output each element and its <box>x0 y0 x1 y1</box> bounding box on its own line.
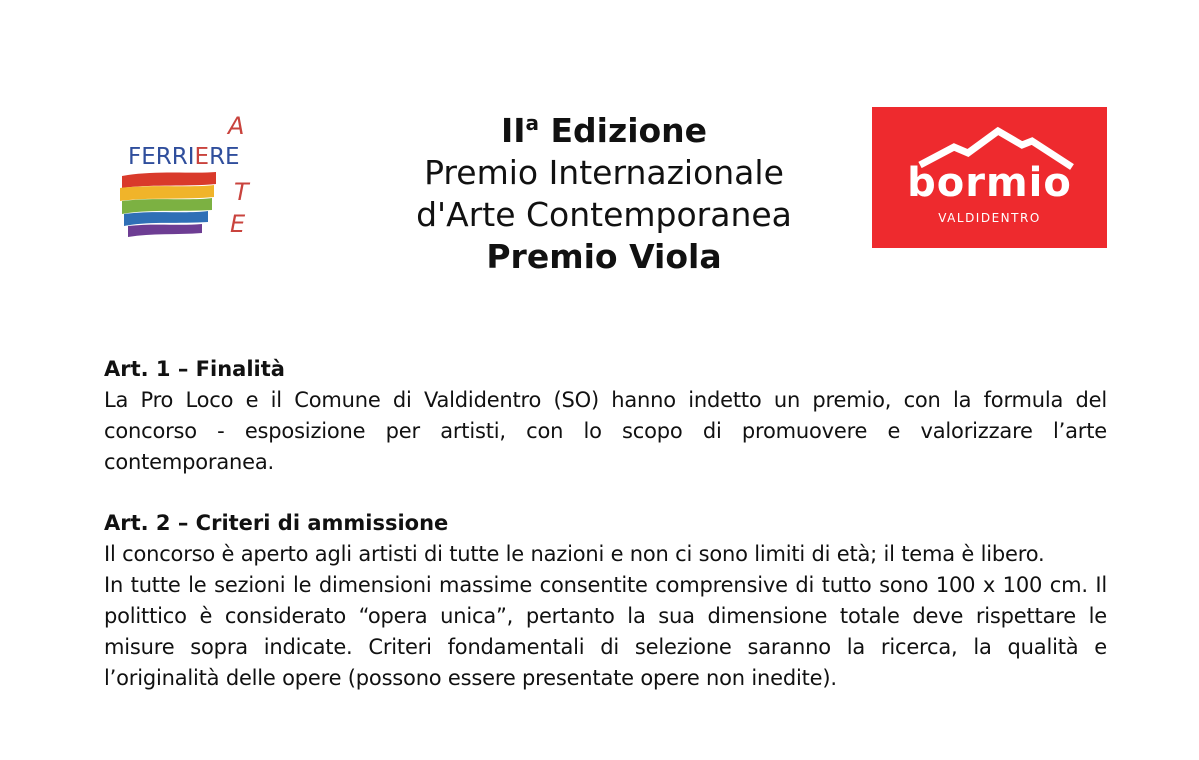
article-1-paragraph-1: La Pro Loco e il Comune di Valdidentro (SO) hanno indetto un premio, con la formula del concorso - esposizione per artisti, con lo scopo di promuovere e valorizzare l’arte contemporanea. <box>104 388 1107 474</box>
article-1 <box>104 354 1107 478</box>
ferriere-arte-logo <box>104 108 282 248</box>
title-block <box>330 110 878 278</box>
prize-category-line: d'Arte Contemporanea <box>416 195 792 234</box>
article-2-title: Art. 2 – Criteri di ammissione <box>104 511 449 535</box>
bormio-subtitle: VALDIDENTRO <box>938 211 1041 225</box>
arte-letter-t: T <box>234 178 249 206</box>
article-1-title: Art. 1 – Finalità <box>104 357 285 381</box>
rainbow-brush-stripes <box>120 172 216 237</box>
bormio-brand-text: bormio <box>907 160 1072 206</box>
document-body <box>104 354 1107 694</box>
article-2-paragraph-1: Il concorso è aperto agli artisti di tutte le nazioni e non ci sono limiti di età; il tema è libero. <box>104 542 1045 566</box>
edition-title: $II^a$ Edizione <box>500 111 708 150</box>
prize-name-line: Premio Internazionale <box>424 153 784 192</box>
arte-letter-r: E <box>194 144 210 170</box>
article-2 <box>104 508 1107 694</box>
ferriere-arte-rainbow-brush-logo-icon <box>104 108 282 248</box>
arte-letter-e: E <box>230 210 246 238</box>
document-header <box>0 0 1199 300</box>
ferriere-word: FERRIERE <box>128 144 240 170</box>
prize-title: Premio Viola <box>486 237 722 276</box>
arte-letter-a: A <box>228 112 245 140</box>
bormio-logo <box>872 107 1107 248</box>
article-2-paragraph-2: In tutte le sezioni le dimensioni massime consentite comprensive di tutto sono 100 x 100 cm. Il polittico è considerato “opera unica”, pertanto la sua dimensione totale deve rispettare le misure sopra indicate. Criteri fondamentali di selezione saranno la ricerca, la qualità e l’originalità delle opere (possono essere presentate opere non inedite). <box>104 573 1107 690</box>
